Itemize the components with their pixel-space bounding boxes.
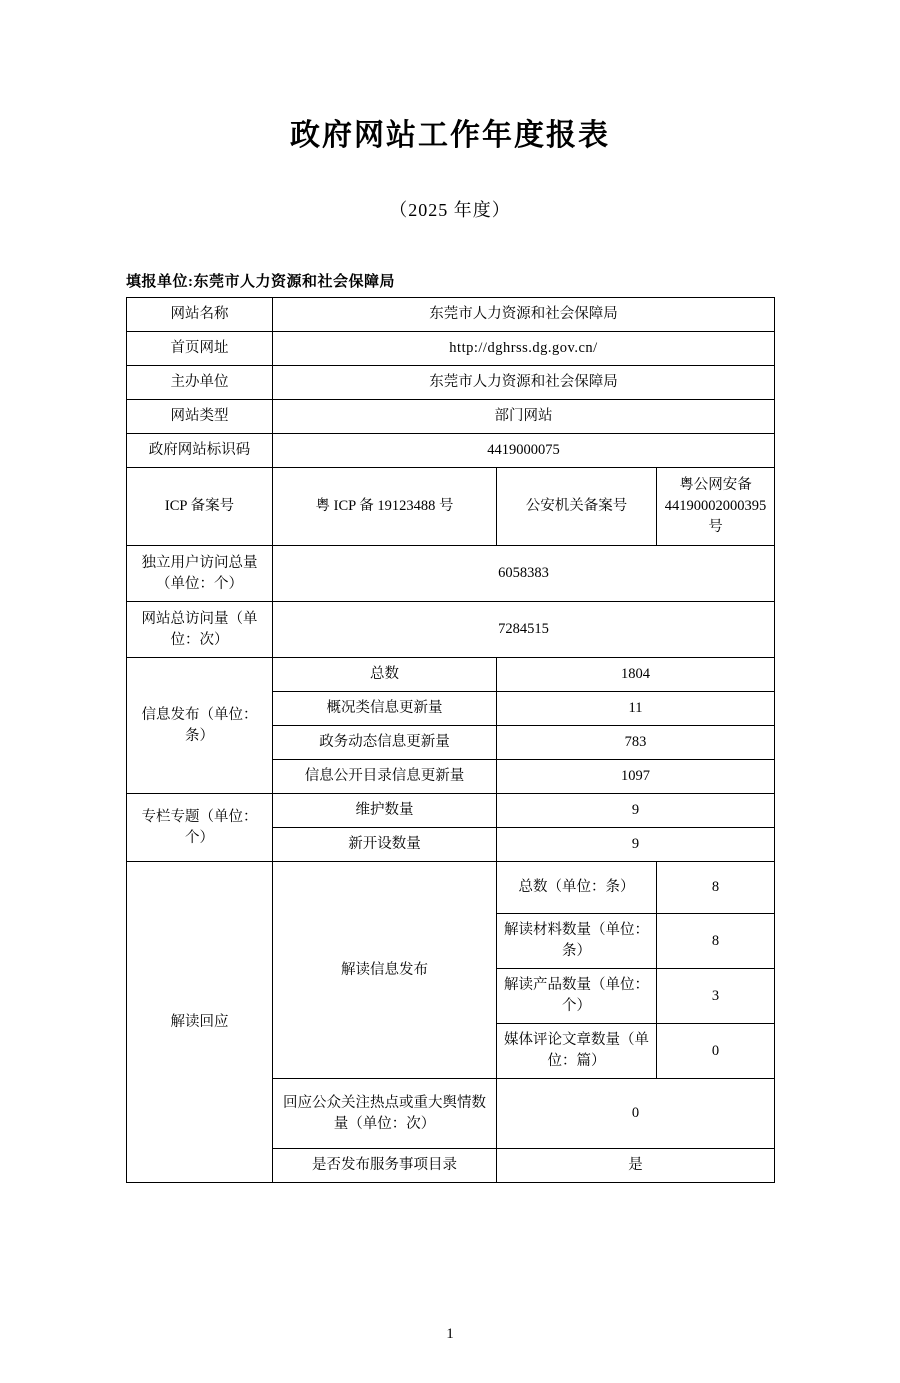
unique-visitors-label: 独立用户访问总量（单位：个） xyxy=(127,546,273,602)
interpretation-item-name: 解读产品数量（单位：个） xyxy=(497,969,657,1024)
service-catalog-label: 是否发布服务事项目录 xyxy=(273,1149,497,1183)
site-name-value: 东莞市人力资源和社会保障局 xyxy=(273,298,775,332)
info-publish-item-name: 总数 xyxy=(273,658,497,692)
info-publish-item-value: 1097 xyxy=(497,760,775,794)
interpretation-item-value: 3 xyxy=(657,969,775,1024)
site-type-label: 网站类型 xyxy=(127,400,273,434)
homepage-label: 首页网址 xyxy=(127,332,273,366)
page-number: 1 xyxy=(446,1326,454,1342)
column-topic-item-name: 维护数量 xyxy=(273,794,497,828)
total-visits-value: 7284515 xyxy=(273,602,775,658)
site-code-label: 政府网站标识码 xyxy=(127,434,273,468)
interpretation-item-value: 0 xyxy=(657,1024,775,1079)
table-row xyxy=(127,658,775,692)
total-visits-label: 网站总访问量（单位：次） xyxy=(127,602,273,658)
interpretation-item-name: 总数（单位：条） xyxy=(497,862,657,914)
column-topic-item-name: 新开设数量 xyxy=(273,828,497,862)
table-row xyxy=(127,602,775,658)
site-type-value: 部门网站 xyxy=(273,400,775,434)
table-row xyxy=(127,434,775,468)
interpretation-item-name: 媒体评论文章数量（单位：篇） xyxy=(497,1024,657,1079)
table-row xyxy=(127,298,775,332)
interpretation-item-value: 8 xyxy=(657,914,775,969)
info-publish-item-name: 概况类信息更新量 xyxy=(273,692,497,726)
page-subtitle: （2025 年度） xyxy=(389,200,511,220)
info-publish-item-value: 11 xyxy=(497,692,775,726)
annual-report-table xyxy=(126,297,775,1183)
site-name-label: 网站名称 xyxy=(127,298,273,332)
site-code-value: 4419000075 xyxy=(273,434,775,468)
service-catalog-value: 是 xyxy=(497,1149,775,1183)
interpretation-publish-label: 解读信息发布 xyxy=(273,862,497,1079)
table-row xyxy=(127,366,775,400)
reporting-unit-label: 填报单位:东莞市人力资源和社会保障局 xyxy=(126,274,395,290)
table-row xyxy=(127,468,775,546)
interpretation-item-value: 8 xyxy=(657,862,775,914)
column-topic-item-value: 9 xyxy=(497,794,775,828)
sponsor-value: 东莞市人力资源和社会保障局 xyxy=(273,366,775,400)
page-title: 政府网站工作年度报表 xyxy=(290,119,610,152)
info-publish-item-name: 信息公开目录信息更新量 xyxy=(273,760,497,794)
icp-label: ICP 备案号 xyxy=(127,468,273,546)
police-record-value: 粤公网安备 44190002000395 号 xyxy=(657,468,775,546)
table-row xyxy=(127,862,775,914)
document-page xyxy=(0,110,900,1383)
sponsor-label: 主办单位 xyxy=(127,366,273,400)
info-publish-item-value: 1804 xyxy=(497,658,775,692)
response-hotspot-value: 0 xyxy=(497,1079,775,1149)
table-row xyxy=(127,400,775,434)
column-topic-label: 专栏专题（单位：个） xyxy=(127,794,273,862)
unique-visitors-value: 6058383 xyxy=(273,546,775,602)
interpretation-item-name: 解读材料数量（单位：条） xyxy=(497,914,657,969)
info-publish-label: 信息发布（单位：条） xyxy=(127,658,273,794)
info-publish-item-name: 政务动态信息更新量 xyxy=(273,726,497,760)
response-hotspot-label: 回应公众关注热点或重大舆情数量（单位：次） xyxy=(273,1079,497,1149)
police-record-label: 公安机关备案号 xyxy=(497,468,657,546)
info-publish-item-value: 783 xyxy=(497,726,775,760)
icp-value: 粤 ICP 备 19123488 号 xyxy=(273,468,497,546)
column-topic-item-value: 9 xyxy=(497,828,775,862)
table-row xyxy=(127,332,775,366)
homepage-value: http://dghrss.dg.gov.cn/ xyxy=(273,332,775,366)
table-row xyxy=(127,794,775,828)
table-row xyxy=(127,546,775,602)
interpretation-label: 解读回应 xyxy=(127,862,273,1183)
